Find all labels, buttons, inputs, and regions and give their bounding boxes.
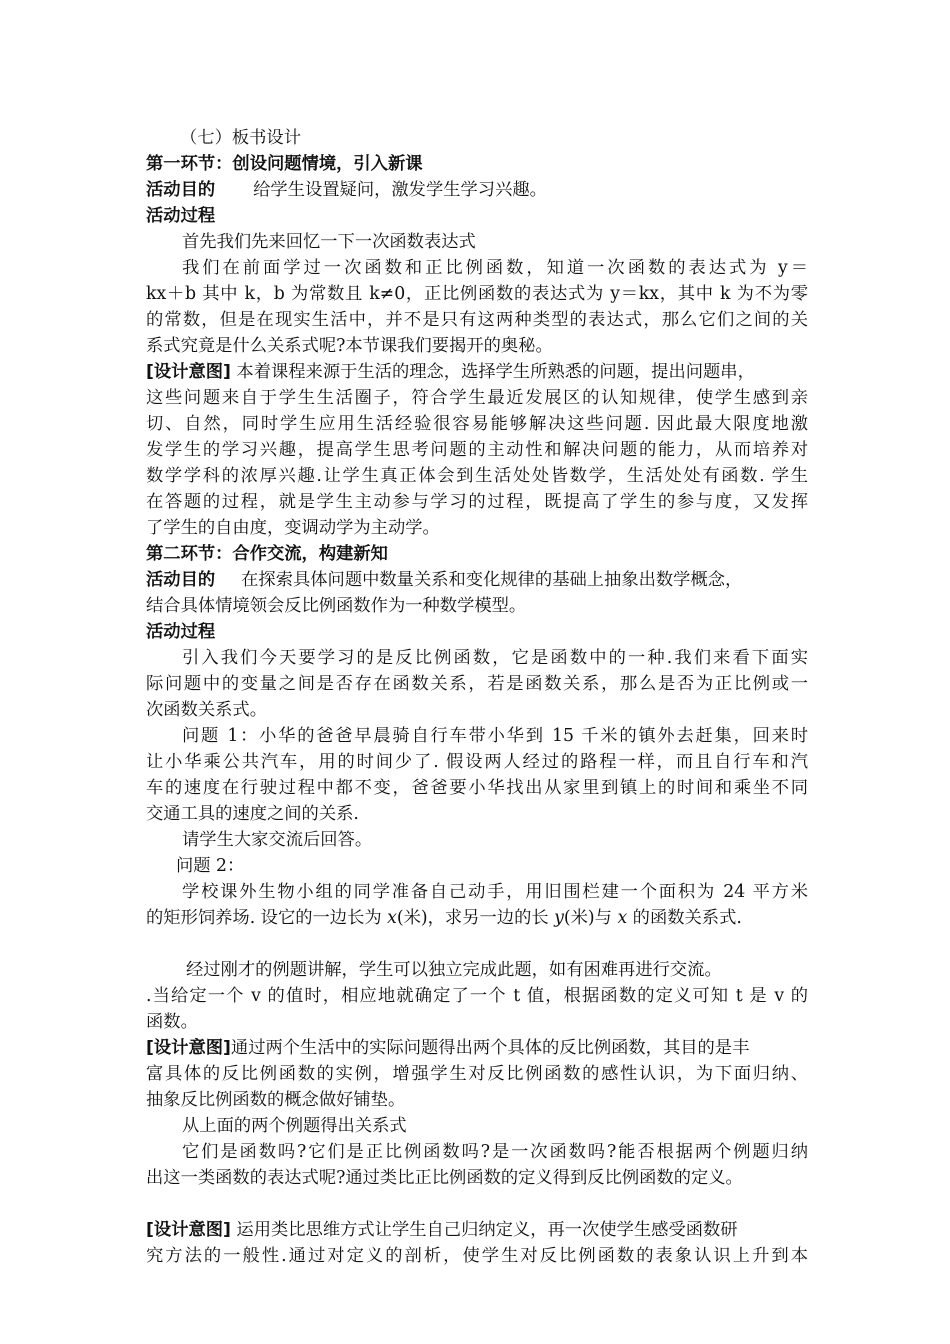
s1-paragraph-2-line-4: 系式究竟是什么关系式呢?本节课我们要揭开的奥秘。	[146, 336, 553, 356]
question-1-line-4: 交通工具的速度之间的关系.	[146, 804, 359, 824]
section2-title: 第二环节：合作交流，构建新知	[146, 544, 388, 564]
s1-paragraph-2-line-3: 的常数，但是在现实生活中，并不是只有这两种类型的表达式，那么它们之间的关	[146, 310, 808, 330]
q2-var-x: x	[387, 908, 397, 928]
s2-paragraph-1-line-2: 际问题中的变量之间是否存在函数关系，若是函数关系，那么是否为正比例或一	[146, 674, 808, 694]
question-1-ask: 请学生大家交流后回答。	[182, 830, 373, 850]
q2-text-d: 的函数关系式.	[627, 908, 742, 928]
s2-design-line-2: 富具体的反比例函数的实例，增强学生对反比例函数的感性认识，为下面归纳、	[146, 1064, 808, 1084]
s2-process-label: 活动过程	[146, 622, 216, 642]
s2-goal-text-1: 在探索具体问题中数量关系和变化规律的基础上抽象出数学概念，	[241, 570, 743, 590]
s1-design-label: [设计意图]	[146, 362, 231, 382]
s1-design-line-3: 切、自然，同时学生应用生活经验很容易能够解决这些问题. 因此最大限度地激	[146, 414, 808, 434]
s1-goal-line	[146, 177, 808, 203]
s2-design2-line-1	[146, 1217, 808, 1243]
s1-design-line-2: 这些问题来自于学生生活圈子，符合学生最近发展区的认知规律，使学生感到亲	[146, 388, 808, 408]
s2-design2-text-1: 运用类比思维方式让学生自己归纳定义，再一次使学生感受函数研	[230, 1220, 738, 1240]
s2-paragraph-2-line-3: 函数。	[146, 1012, 198, 1032]
section1-title: 第一环节：创设问题情境，引入新课	[146, 154, 423, 174]
board-design-heading: （七）板书设计	[180, 128, 301, 148]
s1-paragraph-1: 首先我们先来回忆一下一次函数表达式	[182, 232, 476, 252]
s2-design-label: [设计意图]	[146, 1038, 231, 1058]
s1-paragraph-2-line-2: kx＋b 其中 k，b 为常数且 k≠0，正比例函数的表达式为 y＝kx，其中 k 为不为零	[146, 284, 808, 304]
s1-design-line-5: 数学学科的浓厚兴趣.让学生真正体会到生活处处皆数学，生活处处有函数. 学生	[146, 466, 808, 486]
s1-design-line-7: 了学生的自由度，变调动学为主动学。	[146, 518, 440, 538]
s2-goal-label: 活动目的	[146, 570, 216, 590]
question-2-line-2	[146, 905, 808, 931]
s2-design-line-1	[146, 1035, 808, 1061]
q2-text-a: 的矩形饲养场. 设它的一边长为	[146, 908, 388, 928]
q2-var-y: y	[554, 908, 564, 928]
s2-goal-line-1	[146, 567, 808, 593]
question-2-label: 问题 2：	[176, 856, 245, 876]
question-2-line-1: 学校课外生物小组的同学准备自己动手，用旧围栏建一个面积为 24 平方米	[182, 882, 808, 902]
s2-paragraph-2-line-1: 经过刚才的例题讲解，学生可以独立完成此题，如有困难再进行交流。	[186, 960, 722, 980]
s2-design2-label: [设计意图]	[146, 1220, 231, 1240]
s2-paragraph-4-line-2: 出这一类函数的表达式呢?通过类比正比例函数的定义得到反比例函数的定义。	[146, 1168, 743, 1188]
question-1-line-3: 车的速度在行驶过程中都不变，爸爸要小华找出从家里到镇上的时间和乘坐不同	[146, 778, 808, 798]
s2-design2-line-2: 究方法的一般性.通过对定义的剖析，使学生对反比例函数的表象认识上升到本	[146, 1246, 808, 1266]
s1-design-line-6: 在答题的过程，就是学生主动参与学习的过程，既提高了学生的参与度，又发挥	[146, 492, 808, 512]
q2-var-x2: x	[617, 908, 628, 928]
s2-goal-line-2: 结合具体情境领会反比例函数作为一种数学模型。	[146, 596, 527, 616]
question-1-line-1: 问题 1：小华的爸爸早晨骑自行车带小华到 15 千米的镇外去赶集，回来时	[182, 726, 808, 746]
s2-paragraph-2-line-2: .当给定一个 v 的值时，相应地就确定了一个 t 值，根据函数的定义可知 t 是 v 的	[146, 986, 808, 1006]
s1-paragraph-2-line-1: 我们在前面学过一次函数和正比例函数，知道一次函数的表达式为 y＝	[182, 258, 808, 278]
s1-design-line-1	[146, 359, 808, 385]
q2-text-c: (米)与	[563, 908, 618, 928]
s2-paragraph-1-line-1: 引入我们今天要学习的是反比例函数，它是函数中的一种.我们来看下面实	[182, 648, 808, 668]
s1-design-text-1: 本着课程来源于生活的理念，选择学生所熟悉的问题，提出问题串，	[230, 362, 755, 382]
s2-design-text-1: 通过两个生活中的实际问题得出两个具体的反比例函数，其目的是丰	[230, 1038, 750, 1058]
s2-paragraph-4-line-1: 它们是函数吗?它们是正比例函数吗?是一次函数吗?能否根据两个例题归纳	[182, 1142, 808, 1162]
q2-text-b: (米)，求另一边的长	[396, 908, 555, 928]
s1-goal-text: 给学生设置疑问，激发学生学习兴趣。	[253, 180, 547, 200]
s2-paragraph-3: 从上面的两个例题得出关系式	[182, 1116, 407, 1136]
s1-goal-label: 活动目的	[146, 180, 216, 200]
s1-process-label: 活动过程	[146, 206, 216, 226]
s2-design-line-3: 抽象反比例函数的概念做好铺垫。	[146, 1090, 406, 1110]
question-1-line-2: 让小华乘公共汽车，用的时间少了. 假设两人经过的路程一样，而且自行车和汽	[146, 752, 808, 772]
s1-design-line-4: 发学生的学习兴趣，提高学生思考问题的主动性和解决问题的能力，从而培养对	[146, 440, 808, 460]
s2-paragraph-1-line-3: 次函数关系式。	[146, 700, 267, 720]
